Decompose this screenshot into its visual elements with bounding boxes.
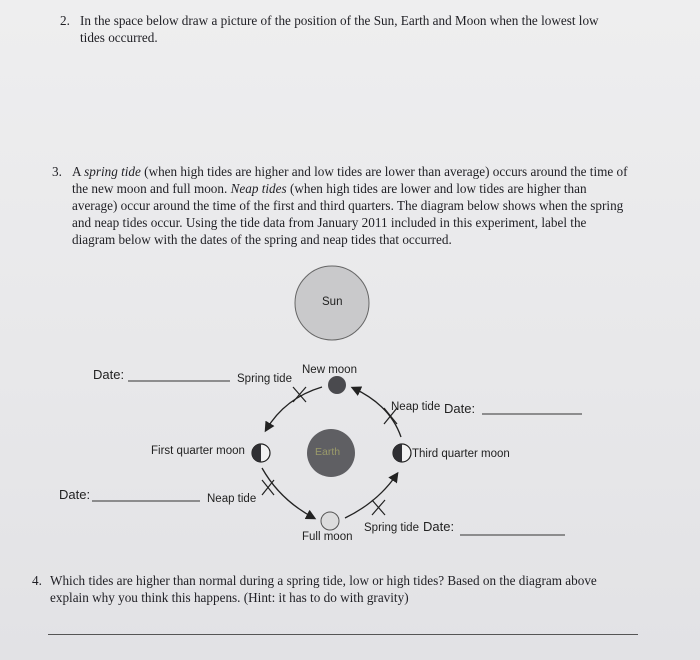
- first-quarter-moon-shape: [252, 444, 270, 462]
- x-mark-bottom-right: [372, 500, 385, 515]
- question-2-number: 2.: [60, 13, 70, 28]
- sun-label: Sun: [322, 296, 343, 308]
- q3-text-part: (when high tides are lower and low tides are higher than average) occur around the time of the first and third quarters. The diagram below shows when the spring and neap tides occur. Using the tide data from January 2011 included in this experiment, label the diagram below with the dates of the spring and neap tides that occurred.: [72, 181, 624, 247]
- first-quarter-label: First quarter moon: [151, 445, 245, 457]
- new-moon-label: New moon: [302, 364, 357, 376]
- question-4-number: 4.: [32, 573, 42, 588]
- third-quarter-label: Third quarter moon: [412, 448, 510, 460]
- question-2-text: In the space below draw a picture of the position of the Sun, Earth and Moon when the lowest low tides occurred.: [80, 13, 599, 45]
- date-label-bottom-right: Date:: [423, 519, 455, 534]
- neap-tide-left-label: Neap tide: [207, 493, 257, 505]
- date-label-top-right: Date:: [444, 401, 476, 416]
- x-mark-bottom-left: [262, 480, 274, 495]
- q3-text-part: A: [72, 164, 85, 179]
- neap-tide-right-label: Neap tide: [391, 401, 441, 413]
- term-spring-tide: spring tide: [84, 164, 141, 179]
- orbit-arrow-bottom-left: [262, 468, 314, 518]
- answer-line: [48, 634, 638, 635]
- question-3-number: 3.: [52, 164, 62, 179]
- orbit-arrow-bottom-right: [345, 474, 397, 518]
- third-quarter-moon-shape: [393, 444, 411, 462]
- new-moon-shape: [328, 376, 346, 394]
- date-label-top-left: Date:: [93, 367, 125, 382]
- question-4: [32, 572, 632, 606]
- full-moon-label: Full moon: [302, 531, 353, 543]
- question-4-text: Which tides are higher than normal during a spring tide, low or high tides? Based on the diagram above explain why you think this happens. (Hint: it has to do with gravity): [50, 573, 597, 605]
- full-moon-shape: [321, 512, 339, 530]
- spring-tide-top-label: Spring tide: [237, 373, 292, 385]
- earth-label: Earth: [315, 446, 341, 458]
- term-neap-tides: Neap tides: [230, 181, 287, 196]
- date-label-bottom-left: Date:: [59, 487, 91, 502]
- q3-text-part: (when high tides are higher and low tides are lower than average) occurs around the time of the new moon and full moon.: [72, 164, 628, 196]
- orbit-arrow-top-left: [266, 387, 322, 430]
- spring-tide-bottom-label: Spring tide: [364, 522, 419, 534]
